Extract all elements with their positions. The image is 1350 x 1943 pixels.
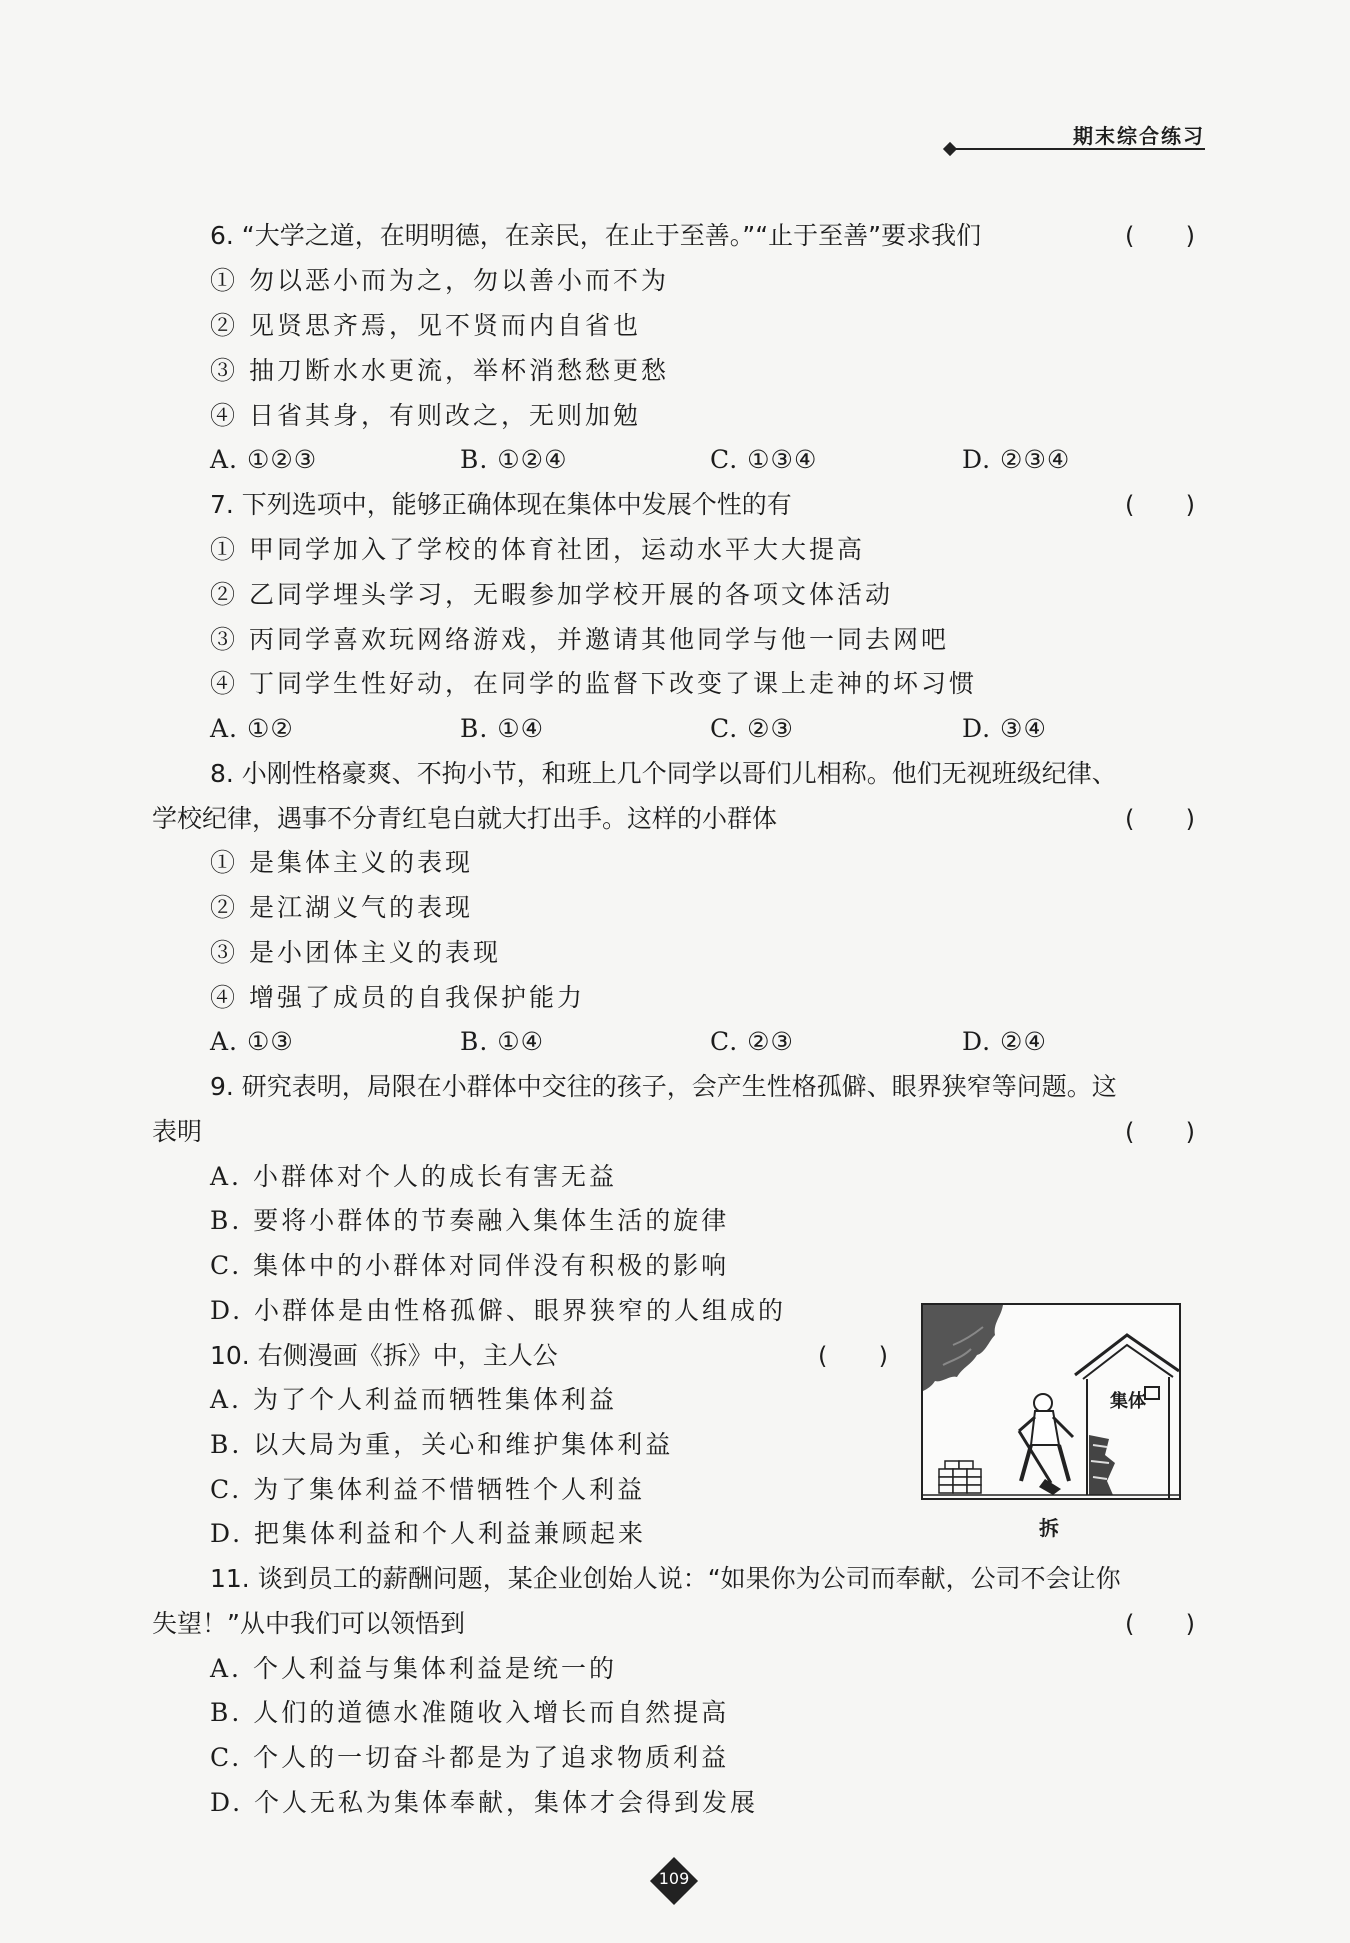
q7-choices: [210, 713, 1110, 745]
q10-option-a: A. 为了个人利益而牺牲集体利益: [210, 1385, 617, 1414]
q7-stem: 7. 下列选项中，能够正确体现在集体中发展个性的有: [210, 490, 792, 519]
q6-choice-d: D. ②③④: [962, 445, 1071, 474]
q7-choice-d: D. ③④: [962, 714, 1047, 743]
q10-stem: 10. 右侧漫画《拆》中，主人公: [210, 1341, 558, 1370]
tree-foliage: [923, 1305, 1003, 1391]
q11-answer-paren: ( ): [1125, 1610, 1195, 1638]
q8-choice-a: A. ①③: [210, 1027, 294, 1056]
q11-option-d: D. 个人无私为集体奉献，集体才会得到发展: [210, 1788, 759, 1817]
q8-choice-b: B. ①④: [460, 1027, 545, 1056]
q6-choice-a: A. ①②③: [210, 445, 318, 474]
cartoon-caption: 拆: [1039, 1516, 1059, 1540]
q8-stem-line-1: 8. 小刚性格豪爽、不拘小节，和班上几个同学以哥们儿相称。他们无视班级纪律、: [210, 759, 1117, 788]
q7-statement-2: ② 乙同学埋头学习，无暇参加学校开展的各项文体活动: [210, 580, 893, 609]
q6-choices: [210, 444, 1110, 476]
q7-choice-b: B. ①④: [460, 714, 545, 743]
page-header: [945, 124, 1205, 154]
q6-statement-1: ① 勿以恶小而为之，勿以善小而不为: [210, 266, 669, 295]
page-number-badge: [651, 1858, 697, 1904]
q8-answer-paren: ( ): [1125, 805, 1195, 833]
q11-option-c: C. 个人的一切奋斗都是为了追求物质利益: [210, 1743, 730, 1772]
house-window: [1145, 1387, 1159, 1399]
q7-statement-4: ④ 丁同学生性好动，在同学的监督下改变了课上走神的坏习惯: [210, 669, 977, 698]
q9-option-d: D. 小群体是由性格孤僻、眼界狭窄的人组成的: [210, 1296, 787, 1325]
q8-statement-2: ② 是江湖义气的表现: [210, 893, 473, 922]
house-roof: [1075, 1335, 1179, 1375]
q8-stem-line-2: 学校纪律，遇事不分青红皂白就大打出手。这样的小群体: [152, 804, 778, 833]
q6-choice-c: C. ①③④: [710, 445, 818, 474]
q11-option-b: B. 人们的道德水准随收入增长而自然提高: [210, 1698, 730, 1727]
q7-statement-3: ③ 丙同学喜欢玩网络游戏，并邀请其他同学与他一同去网吧: [210, 625, 949, 654]
q7-choice-c: C. ②③: [710, 714, 794, 743]
q11-stem-line-1: 11. 谈到员工的薪酬问题，某企业创始人说：“如果你为公司而奉献，公司不会让你: [210, 1564, 1121, 1593]
cartoon-wall-label: 集体: [1110, 1391, 1146, 1412]
q9-option-b: B. 要将小群体的节奏融入集体生活的旋律: [210, 1206, 730, 1235]
q6-choice-b: B. ①②④: [460, 445, 568, 474]
brick-pile: [939, 1461, 981, 1493]
q9-stem-line-1: 9. 研究表明，局限在小群体中交往的孩子，会产生性格孤僻、眼界狭窄等问题。这: [210, 1072, 1117, 1101]
q10-option-c: C. 为了集体利益不惜牺牲个人利益: [210, 1475, 646, 1504]
q9-answer-paren: ( ): [1125, 1118, 1195, 1146]
q8-choice-c: C. ②③: [710, 1027, 794, 1056]
q10-option-d: D. 把集体利益和个人利益兼顾起来: [210, 1519, 647, 1548]
page-number: 109: [658, 1869, 690, 1888]
q7-statement-1: ① 甲同学加入了学校的体育社团，运动水平大大提高: [210, 535, 865, 564]
broken-wall: [1089, 1435, 1115, 1495]
q11-stem-line-2: 失望！”从中我们可以领悟到: [152, 1609, 465, 1638]
q6-statement-4: ④ 日省其身，有则改之，无则加勉: [210, 401, 641, 430]
q6-stem: 6. “大学之道，在明明德，在亲民，在止于至善。”“止于至善”要求我们: [210, 221, 982, 250]
q7-choice-a: A. ①②: [210, 714, 294, 743]
q8-statement-3: ③ 是小团体主义的表现: [210, 938, 501, 967]
q8-statement-4: ④ 增强了成员的自我保护能力: [210, 983, 585, 1012]
q8-statement-1: ① 是集体主义的表现: [210, 848, 473, 877]
man-head: [1034, 1394, 1052, 1412]
q11-option-a: A. 个人利益与集体利益是统一的: [210, 1654, 617, 1683]
q8-choices: [210, 1026, 1110, 1058]
q9-option-a: A. 小群体对个人的成长有害无益: [210, 1162, 617, 1191]
q8-choice-d: D. ②④: [962, 1027, 1047, 1056]
q9-option-c: C. 集体中的小群体对同伴没有积极的影响: [210, 1251, 730, 1280]
q10-option-b: B. 以大局为重，关心和维护集体利益: [210, 1430, 674, 1459]
header-title: 期末综合练习: [1073, 124, 1205, 148]
q9-stem-line-2: 表明: [152, 1117, 203, 1146]
q6-statement-3: ③ 抽刀断水水更流，举杯消愁愁更愁: [210, 356, 669, 385]
q6-answer-paren: ( ): [1125, 222, 1195, 250]
man-body: [1031, 1411, 1059, 1445]
q10-answer-paren: ( ): [818, 1342, 888, 1370]
q7-answer-paren: ( ): [1125, 491, 1195, 519]
q6-statement-2: ② 见贤思齐焉，见不贤而内自省也: [210, 311, 641, 340]
